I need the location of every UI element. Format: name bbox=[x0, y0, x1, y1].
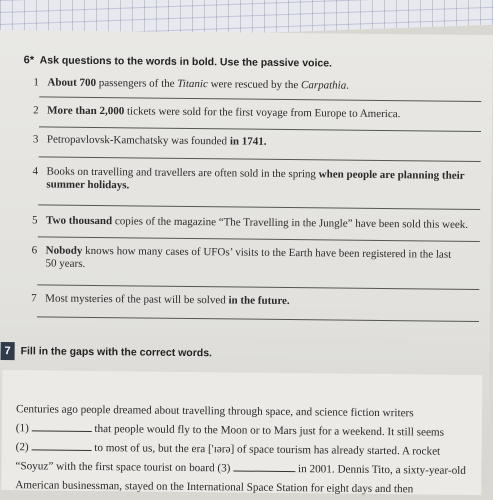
question-text bbox=[46, 214, 468, 231]
question-text-line2 bbox=[46, 178, 129, 192]
text-fragment: Petropavlovsk-Kamchatsky was founded bbox=[46, 133, 230, 148]
text-fragment: summer holidays. bbox=[46, 178, 130, 192]
text-fragment: Most mysteries of the past will be solved bbox=[45, 292, 229, 307]
question-item bbox=[32, 214, 482, 249]
question-number: 6 bbox=[31, 244, 38, 257]
exercise-6-title: Ask questions to the words in bold. Use the passive voice. bbox=[39, 54, 333, 70]
text-fragment: copies of the magazine “The Travelling in the Jungle” have been sold this week. bbox=[112, 215, 469, 231]
text-fragment: when people are planning their bbox=[318, 168, 465, 182]
text-fragment: Books on travelling and travellers are often sold in the spring bbox=[46, 165, 319, 181]
question-text bbox=[47, 104, 400, 121]
exercise-7-title: Fill in the gaps with the correct words. bbox=[20, 345, 213, 360]
textbook-page bbox=[0, 30, 493, 496]
text-fragment: were rescued by the bbox=[207, 78, 302, 92]
answer-blank[interactable] bbox=[233, 460, 295, 472]
text-fragment: Centuries ago people dreamed about travelling through space, and science fiction writers bbox=[15, 403, 414, 420]
text-fragment: that people would fly to the Moon or to Mars just for a weekend. It still seems bbox=[91, 422, 445, 439]
question-item bbox=[31, 292, 481, 327]
question-text bbox=[45, 292, 290, 308]
text-fragment: to most of us, but the era ['ɪərə] of space tourism has already started. A rocket bbox=[91, 441, 441, 458]
text-fragment: “Soyuz” with the first space tourist on board (3) bbox=[15, 460, 234, 475]
text-fragment: More than 2,000 bbox=[47, 104, 125, 118]
exercise-7-number: 7 bbox=[1, 342, 15, 360]
text-fragment: About 700 bbox=[47, 76, 97, 90]
answer-line[interactable] bbox=[37, 284, 479, 290]
answer-blank[interactable] bbox=[32, 420, 92, 432]
question-text-line2 bbox=[45, 257, 85, 270]
question-item bbox=[31, 244, 481, 279]
question-item bbox=[32, 165, 482, 200]
answer-line[interactable] bbox=[38, 204, 480, 210]
question-number: 4 bbox=[32, 165, 39, 178]
text-fragment: knows how many cases of UFOs’ visits to the Earth have been registered in the last bbox=[82, 244, 452, 261]
text-fragment: Carpathia bbox=[300, 79, 347, 92]
exercise-7-text-box bbox=[1, 370, 482, 495]
exercise-6-number: 6* bbox=[23, 54, 35, 67]
answer-blank[interactable] bbox=[31, 439, 91, 451]
text-fragment: (1) bbox=[15, 422, 32, 435]
text-fragment: Titanic bbox=[177, 77, 208, 91]
question-text bbox=[47, 77, 349, 93]
text-fragment: 50 years. bbox=[45, 257, 86, 270]
question-number: 5 bbox=[31, 214, 38, 227]
text-fragment: (2) bbox=[15, 441, 32, 454]
text-fragment: tickets were sold for the first voyage from Europe to America. bbox=[124, 105, 401, 121]
text-fragment: in 1741. bbox=[229, 135, 267, 148]
exercise-7-paragraph bbox=[2, 370, 482, 496]
question-number: 1 bbox=[33, 76, 40, 89]
question-number: 3 bbox=[32, 133, 39, 146]
question-number: 7 bbox=[31, 292, 37, 305]
text-fragment: passengers of the bbox=[95, 77, 178, 90]
text-fragment: in 2001. Dennis Tito, a sixty-year-old bbox=[295, 463, 466, 477]
text-fragment: Nobody bbox=[45, 244, 83, 257]
text-fragment: American businessman, stayed on the International Space Station for eight days and then bbox=[15, 479, 414, 496]
text-fragment: in the future. bbox=[228, 294, 290, 308]
question-number: 2 bbox=[33, 104, 39, 117]
question-item bbox=[33, 133, 483, 168]
text-fragment: . bbox=[346, 79, 350, 92]
text-fragment: Two thousand bbox=[45, 214, 113, 228]
question-text bbox=[47, 133, 267, 148]
